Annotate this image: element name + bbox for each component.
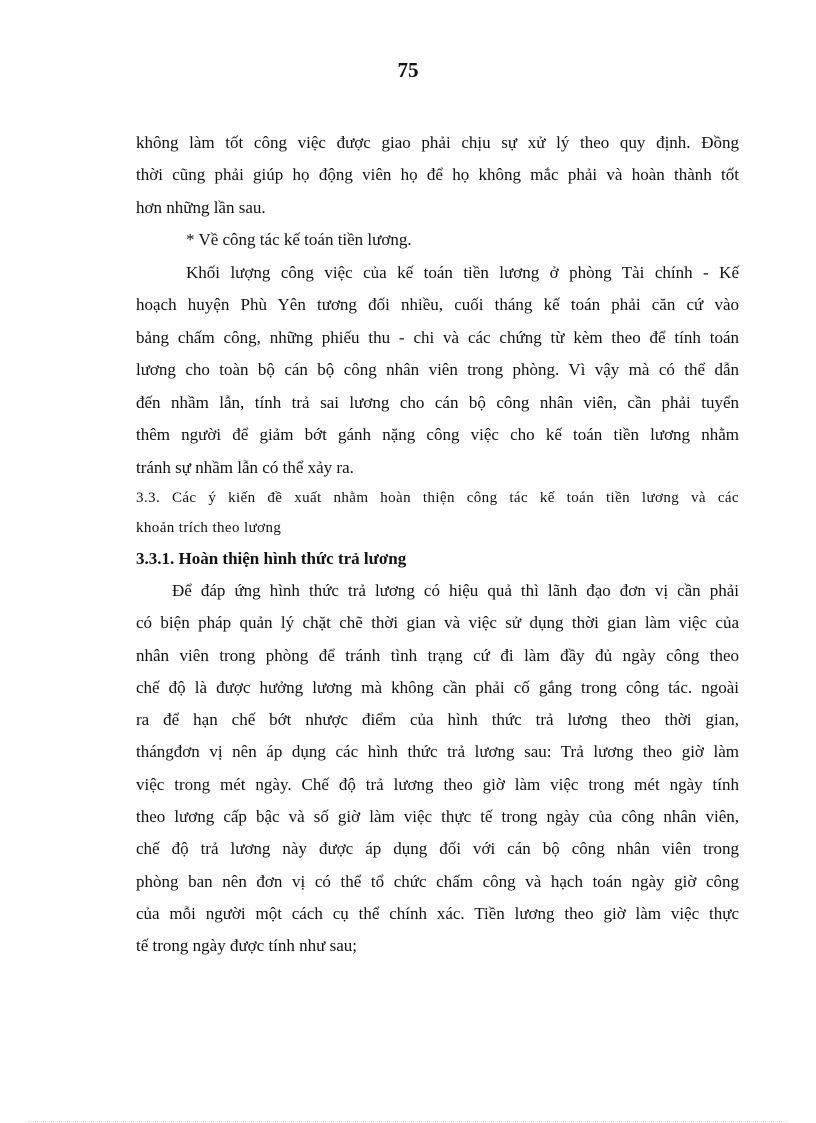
body-line: theo lương cấp bậc và số giờ làm việc thực tế trong ngày của công nhân viên,	[136, 807, 739, 826]
body-line: đến nhầm lẫn, tính trả sai lương cho cán bộ công nhân viên, cần phải tuyển	[136, 393, 739, 412]
body-line: tế trong ngày được tính như sau;	[136, 936, 357, 955]
body-line: hơn những lần sau.	[136, 198, 266, 217]
body-line: bảng chấm công, những phiếu thu - chi và các chứng từ kèm theo để tính toán	[136, 328, 739, 347]
section-note: * Về công tác kế toán tiền lương.	[186, 230, 412, 249]
body-line: thêm người để giảm bớt gánh nặng công việc cho kế toán tiền lương nhằm	[136, 425, 739, 444]
subsection-heading: 3.3.1. Hoàn thiện hình thức trả lương	[136, 549, 407, 568]
body-line: ra để hạn chế bớt nhược điểm của hình thức trả lương theo thời gian,	[136, 710, 739, 729]
body-line: phòng ban nên đơn vị có thể tổ chức chấm công và hạch toán ngày giờ công	[136, 872, 739, 891]
body-line: có biện pháp quản lý chặt chẽ thời gian và việc sử dụng thời gian làm việc của	[136, 613, 739, 632]
body-line: thời cũng phải giúp họ động viên họ để họ không mắc phải và hoàn thành tốt	[136, 165, 739, 184]
body-line: chế độ trả lương này được áp dụng đối với cán bộ công nhân viên trong	[136, 839, 739, 858]
section-heading: 3.3. Các ý kiến đề xuất nhằm hoàn thiện công tác kế toán tiền lương và các	[136, 490, 739, 506]
body-line: Để đáp ứng hình thức trả lương có hiệu quả thì lãnh đạo đơn vị cần phải	[172, 581, 739, 600]
section-heading: khoản trích theo lương	[136, 520, 282, 536]
body-line: việc trong mét ngày. Chế độ trả lương theo giờ làm việc trong mét ngày tính	[136, 775, 739, 794]
body-line: lương cho toàn bộ cán bộ công nhân viên trong phòng. Vì vậy mà có thể dẫn	[136, 360, 739, 379]
body-line: tránh sự nhầm lẫn có thể xảy ra.	[136, 458, 354, 477]
body-line: nhân viên trong phòng để tránh tình trạng cứ đi làm đầy đủ ngày công theo	[136, 646, 739, 665]
body-line: của mỗi người một cách cụ thể chính xác. Tiền lương theo giờ làm việc thực	[136, 904, 739, 923]
body-line: Khối lượng công việc của kế toán tiền lương ở phòng Tài chính - Kế	[186, 263, 739, 282]
body-line: hoạch huyện Phù Yên tương đối nhiều, cuối tháng kế toán phải căn cứ vào	[136, 295, 739, 314]
body-line: thángđơn vị nên áp dụng các hình thức trả lương sau: Trả lương theo giờ làm	[136, 742, 739, 761]
page-number: 75	[397, 58, 419, 82]
body-line: chế độ là được hưởng lương mà không cần phải cố gắng trong công tác. ngoài	[136, 678, 739, 697]
body-line: không làm tốt công việc được giao phải chịu sự xử lý theo quy định. Đồng	[136, 133, 739, 152]
page-bottom-rule	[28, 1121, 788, 1122]
